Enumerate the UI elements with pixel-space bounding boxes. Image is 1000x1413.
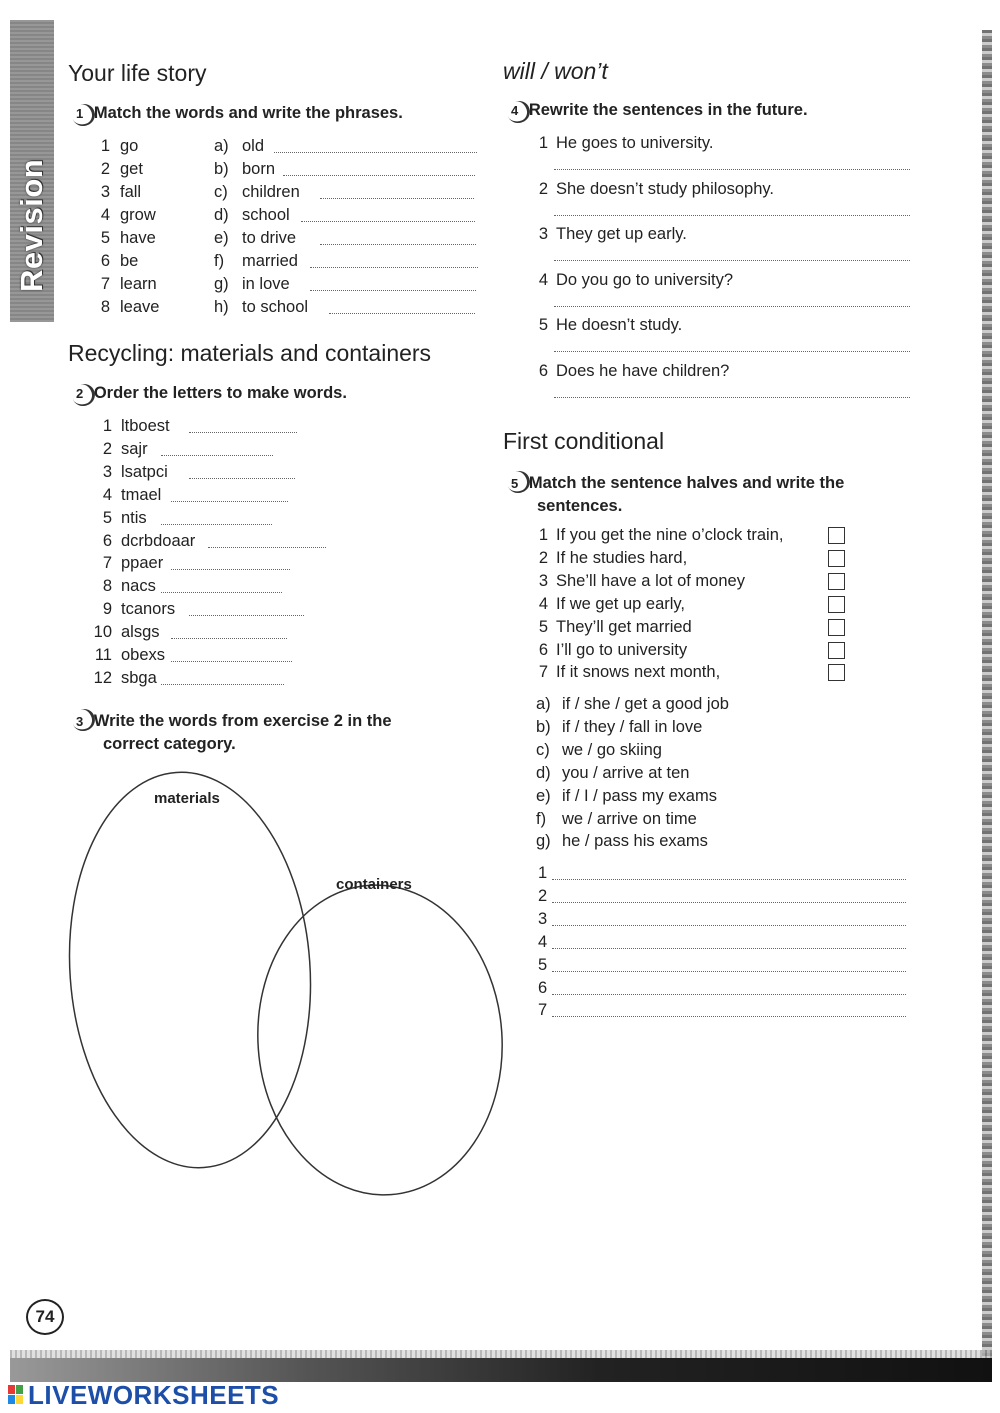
ending-letter: f) <box>536 809 547 828</box>
item-number: 9 <box>102 600 112 619</box>
exercise-2-row <box>92 644 352 667</box>
right-letter: e) <box>214 229 229 247</box>
item-number: 7 <box>102 554 112 573</box>
item-number: 6 <box>102 531 112 550</box>
answer-line[interactable] <box>552 864 906 880</box>
answer-line[interactable] <box>554 382 910 398</box>
exercise-5-half <box>536 524 856 547</box>
right-letter: a) <box>214 137 229 155</box>
scrambled-word: tcanors <box>121 600 176 619</box>
sentence: He goes to university. <box>556 134 714 152</box>
right-word: to school <box>242 298 309 316</box>
exercise-4-heading <box>511 101 808 120</box>
scrambled-word: obexs <box>121 646 166 664</box>
ending-letter: c) <box>536 740 550 759</box>
answer-line[interactable] <box>171 486 289 502</box>
sentence: She doesn’t study philosophy. <box>556 179 775 198</box>
answer-line[interactable] <box>161 440 273 456</box>
section-title-life-story: Your life story <box>68 60 207 86</box>
answer-number: 4 <box>538 932 548 951</box>
answer-line[interactable] <box>161 577 282 593</box>
right-letter: b) <box>214 160 229 178</box>
sentence-half: I’ll go to university <box>556 640 688 659</box>
item-number: 2 <box>538 548 548 567</box>
right-word: school <box>242 206 290 224</box>
scrambled-word: tmael <box>121 485 162 504</box>
answer-line[interactable] <box>161 669 284 685</box>
answer-box[interactable] <box>828 664 845 681</box>
scrambled-word: sajr <box>121 439 148 458</box>
exercise-5-heading <box>511 472 844 517</box>
ending-letter: d) <box>536 763 551 782</box>
exercise-4-item <box>536 178 916 201</box>
ending-text: if / she / get a good job <box>562 695 729 713</box>
ending-text: if / I / pass my exams <box>562 786 717 805</box>
ending-text: he / pass his exams <box>562 832 708 851</box>
answer-line[interactable] <box>552 956 906 972</box>
answer-line[interactable] <box>161 509 272 525</box>
answer-line[interactable] <box>310 275 476 291</box>
answer-line[interactable] <box>189 463 295 479</box>
revision-side-tab <box>10 20 54 322</box>
right-word: in love <box>242 275 290 293</box>
item-number: 2 <box>102 439 112 458</box>
answer-line[interactable] <box>554 245 910 261</box>
exercise-1-heading <box>76 104 403 123</box>
scrambled-word: dcrbdoaar <box>121 531 196 550</box>
exercise-5-instruction-line1: Match the sentence halves and write the <box>528 474 845 492</box>
exercise-3-number: 3 <box>76 711 83 733</box>
exercise-5-instruction-line2: sentences. <box>537 497 623 515</box>
sentence-half: They’ll get married <box>556 617 692 636</box>
sentence-half: If it snows next month, <box>556 663 721 682</box>
ending-letter: g) <box>536 832 551 851</box>
scan-edge-bottom <box>10 1358 992 1382</box>
exercise-2-row <box>92 415 352 438</box>
exercise-2-row <box>92 530 352 553</box>
item-number: 8 <box>102 577 112 596</box>
scan-edge-bottom-texture <box>10 1350 992 1358</box>
exercise-4-item <box>536 132 916 155</box>
item-number: 6 <box>538 362 548 380</box>
exercise-2-row <box>92 598 352 621</box>
ending-letter: e) <box>536 786 551 805</box>
left-word: go <box>120 137 139 155</box>
exercise-4-item <box>536 269 916 292</box>
item-number: 7 <box>538 663 548 682</box>
exercise-5-half <box>536 639 856 662</box>
exercise-5-half <box>536 547 856 570</box>
sentence: They get up early. <box>556 225 687 244</box>
exercise-1-row <box>96 181 496 204</box>
answer-line[interactable] <box>554 154 910 170</box>
exercise-2-instruction: Order the letters to make words. <box>93 384 347 402</box>
item-number: 5 <box>102 508 112 527</box>
item-number: 2 <box>100 160 110 178</box>
section-title-will-wont: will / won’t <box>503 58 608 84</box>
ending-letter: a) <box>536 695 551 713</box>
item-number: 11 <box>94 646 112 664</box>
left-word: get <box>120 160 143 178</box>
item-number: 2 <box>538 179 548 198</box>
exercise-2-heading <box>76 384 347 403</box>
left-word: have <box>120 229 156 247</box>
answer-line[interactable] <box>554 200 910 216</box>
scan-edge-right <box>982 30 992 1370</box>
exercise-3-instruction-line2: correct category. <box>103 735 236 753</box>
exercise-4-instruction: Rewrite the sentences in the future. <box>528 101 808 119</box>
scrambled-word: sbga <box>121 668 157 687</box>
right-letter: d) <box>214 206 229 224</box>
scrambled-word: ppaer <box>121 554 164 573</box>
answer-line[interactable] <box>274 137 477 153</box>
item-number: 5 <box>100 229 110 247</box>
right-letter: g) <box>214 275 229 293</box>
item-number: 1 <box>100 137 110 155</box>
scrambled-word: nacs <box>121 577 156 596</box>
sentence-half: If he studies hard, <box>556 548 688 567</box>
answer-box[interactable] <box>828 550 845 567</box>
answer-number: 6 <box>538 978 548 997</box>
exercise-4-item <box>536 223 916 246</box>
left-word: fall <box>120 183 142 201</box>
exercise-1-instruction: Match the words and write the phrases. <box>93 104 403 122</box>
answer-line[interactable] <box>320 229 476 245</box>
answer-box[interactable] <box>828 527 845 544</box>
answer-line[interactable] <box>552 910 906 926</box>
exercise-4-item <box>536 360 916 383</box>
exercise-1-row <box>96 135 496 158</box>
scrambled-word: lsatpci <box>121 462 168 481</box>
page-number: 74 <box>26 1299 64 1335</box>
exercise-1-row <box>96 250 496 273</box>
scrambled-word: alsgs <box>121 623 160 642</box>
item-number: 4 <box>102 485 112 504</box>
answer-line[interactable] <box>310 252 478 268</box>
item-number: 4 <box>538 270 548 289</box>
exercise-3-instruction-line1: Write the words from exercise 2 in the <box>93 712 392 730</box>
scrambled-word: ntis <box>121 508 147 527</box>
answer-line[interactable] <box>171 554 291 570</box>
venn-label-materials: materials <box>154 790 220 807</box>
ending-text: if / they / fall in love <box>562 717 703 736</box>
right-letter: f) <box>214 252 225 270</box>
left-word: leave <box>120 298 160 316</box>
item-number: 3 <box>538 571 548 590</box>
exercise-5-number: 5 <box>511 473 518 495</box>
sentence-half: If we get up early, <box>556 594 686 613</box>
item-number: 1 <box>538 526 548 544</box>
liveworksheets-logo-icon <box>8 1385 24 1405</box>
answer-line[interactable] <box>301 206 475 222</box>
answer-line[interactable] <box>320 183 474 199</box>
ending-text: we / arrive on time <box>562 809 697 828</box>
ending-text: you / arrive at ten <box>562 763 690 782</box>
answer-line[interactable] <box>283 160 475 176</box>
exercise-4-number: 4 <box>511 103 519 118</box>
answer-line[interactable] <box>552 979 906 995</box>
answer-line[interactable] <box>554 291 910 307</box>
ending-letter: b) <box>536 717 551 736</box>
left-word: be <box>120 252 139 270</box>
answer-number: 2 <box>538 886 548 905</box>
exercise-1-row <box>96 204 496 227</box>
exercise-1-row <box>96 158 496 181</box>
answer-line[interactable] <box>552 1001 906 1017</box>
exercise-2-row <box>92 667 352 690</box>
answer-line[interactable] <box>189 417 297 433</box>
exercise-1-row <box>96 273 496 296</box>
exercise-5-half <box>536 570 856 593</box>
item-number: 12 <box>93 668 112 687</box>
answer-line[interactable] <box>329 298 475 314</box>
exercise-1-row <box>96 227 496 250</box>
answer-line[interactable] <box>171 623 288 639</box>
exercise-5-half <box>536 616 856 639</box>
item-number: 3 <box>102 462 112 481</box>
exercise-1-row <box>96 296 496 319</box>
left-word: grow <box>120 206 156 224</box>
right-word: married <box>242 252 298 270</box>
item-number: 6 <box>100 252 110 270</box>
item-number: 1 <box>102 417 112 435</box>
venn-label-containers: containers <box>336 876 412 893</box>
right-letter: h) <box>214 298 229 316</box>
answer-box[interactable] <box>828 596 845 613</box>
ending-text: we / go skiing <box>562 740 662 759</box>
answer-line[interactable] <box>208 532 326 548</box>
exercise-1-number: 1 <box>76 106 84 121</box>
containers-ellipse <box>247 877 512 1200</box>
exercise-2-row <box>92 484 352 507</box>
right-word: born <box>242 160 276 178</box>
exercise-2-row <box>92 621 352 644</box>
section-title-first-conditional: First conditional <box>503 428 665 454</box>
right-word: old <box>242 137 265 155</box>
answer-number: 1 <box>538 864 548 882</box>
exercise-2-row <box>92 575 352 598</box>
sentence: Does he have children? <box>556 362 730 380</box>
exercise-2-row <box>92 507 352 530</box>
item-number: 6 <box>538 640 548 659</box>
item-number: 4 <box>538 594 548 613</box>
left-word: learn <box>120 275 157 293</box>
exercise-5-half <box>536 661 856 684</box>
sentence-half: She’ll have a lot of money <box>556 571 745 590</box>
side-tab-label: Revision <box>14 158 49 292</box>
scrambled-word: ltboest <box>121 417 170 435</box>
sentence-half: If you get the nine o’clock train, <box>556 526 784 544</box>
exercise-3-heading <box>76 710 392 755</box>
item-number: 4 <box>100 206 110 224</box>
answer-line[interactable] <box>171 646 293 662</box>
item-number: 1 <box>538 134 548 152</box>
answer-line[interactable] <box>552 933 906 949</box>
materials-ellipse <box>60 770 324 1176</box>
answer-line[interactable] <box>554 336 910 352</box>
venn-diagram <box>60 770 520 1200</box>
exercise-2-row <box>92 552 352 575</box>
exercise-5-half <box>536 593 856 616</box>
item-number: 5 <box>538 617 548 636</box>
sentence: Do you go to university? <box>556 270 734 289</box>
section-title-recycling: Recycling: materials and containers <box>68 340 432 366</box>
exercise-2-row <box>92 461 352 484</box>
answer-box[interactable] <box>828 619 845 636</box>
right-word: children <box>242 183 300 201</box>
item-number: 3 <box>100 183 110 201</box>
answer-number: 7 <box>538 1001 548 1020</box>
answer-box[interactable] <box>828 642 845 659</box>
item-number: 8 <box>100 298 110 316</box>
item-number: 3 <box>538 225 548 244</box>
right-letter: c) <box>214 183 228 201</box>
item-number: 10 <box>93 623 112 642</box>
liveworksheets-brand: LIVEWORKSHEETS <box>28 1380 280 1410</box>
item-number: 7 <box>100 275 110 293</box>
exercise-4-item <box>536 314 916 337</box>
answer-number: 3 <box>538 909 548 928</box>
exercise-2-row <box>92 438 352 461</box>
answer-number: 5 <box>538 955 548 974</box>
answer-box[interactable] <box>828 573 845 590</box>
right-word: to drive <box>242 229 297 247</box>
exercise-2-number: 2 <box>76 386 84 401</box>
sentence: He doesn’t study. <box>556 316 683 335</box>
answer-line[interactable] <box>552 887 906 903</box>
item-number: 5 <box>538 316 548 335</box>
answer-line[interactable] <box>189 600 304 616</box>
